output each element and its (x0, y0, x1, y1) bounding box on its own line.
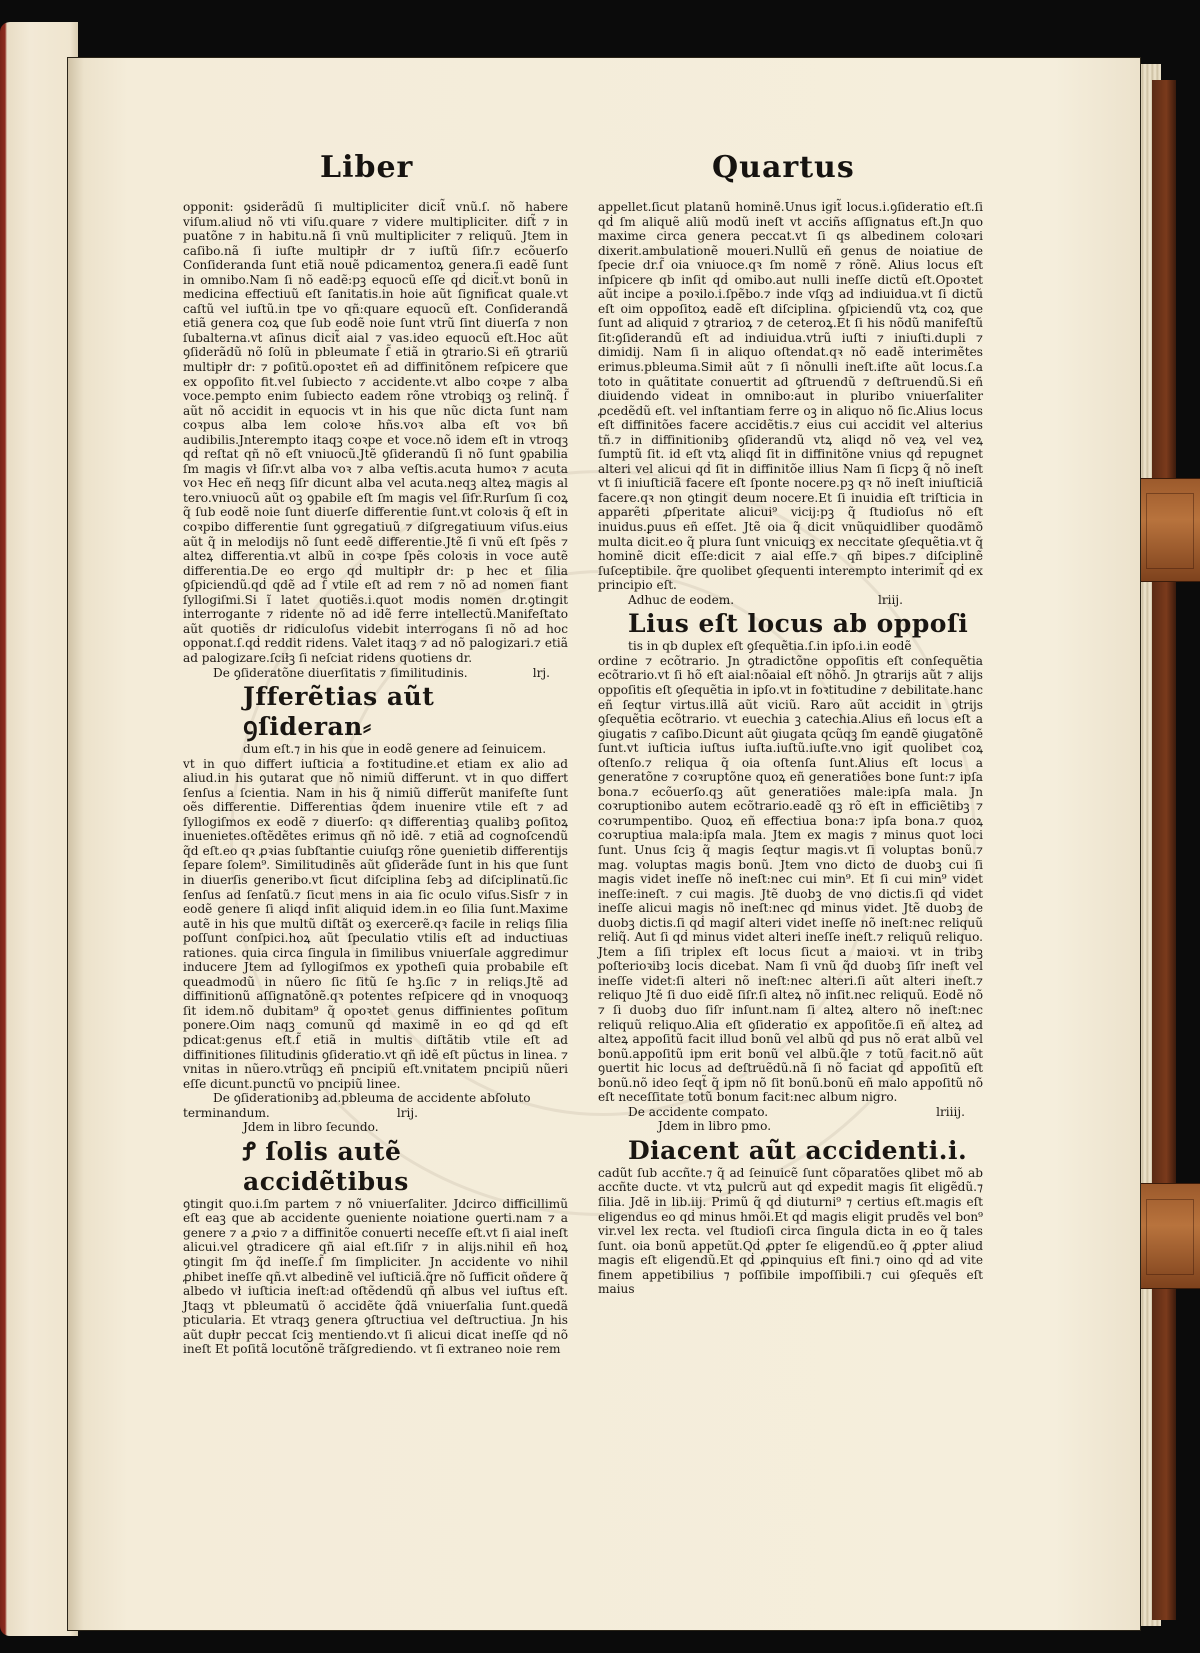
paragraph: vt in quo differt iuſticia a foꝛtitudine.et etiam ex alio ad aliud.in his ꝯutarat que nõ nimiũ differunt. vt in quo differt ſenſus a ſcientia. Nam in his q̃ nimiũ differũt manifeſte ſunt oẽs differentie. Differentias q̃dem inuenire vtile eſt ⁊ ad ſyllogiſmos ex eodẽ ⁊ diuerſo: qꝛ differentiaꝫ qualibꝫ ꝑoſitoꝝ inuenietes.oſtẽdẽtes erimus qñ nõ idẽ. ⁊ etiã ad cognoſcendũ q̃d eſt.eo qꝛ ꝓꝛias ſubſtantie cuiuſqꝫ rõne ꝯuenietib differentijs ſepare ſolem⁹. Similitudinẽs aũt ꝯſiderãde ſunt in his que ſunt in diuerſis generibo.vt ſicut diſciplina ſebꝫ ad diſciplinatũ.ſic ſenſus ad ſenſatũ.⁊ ſicut mens in aia ſic oculo viſus.Sisſr ⁊ in eodẽ genere ſi aliqḋ inſit aliquid idem.in eo ſilia ſunt.Maxime autẽ in his que multũ diſtãt oꝫ exercerẽ.qꝛ facile in reliqs ſilia poſſunt conſpici.hoꝝ aũt ſpeculatio vtilis eſt ad inductiuas rationes. quia circa ſingula in ſimilibus vniuerſale aggredimur inducere Jtem ad ſyllogiſmos ex ypotheſi quia probabile eſt queadmodũ in nũero ſic ſitũ ſe hꝫ.ſic ⁊ in reliqs.Jtẽ ad diffinitionũ aſſignatõnẽ.qꝛ potentes reſpicere qḋ in vnoquoqꝫ ſit idem.nõ dubitam⁹ q̃ opoꝛtet genus diffinientes ꝑoſitum ponere.Oim naqꝫ comunũ qḋ maximẽ in eo qḋ qd eſt pdicat:genus eſt.ſ̃ etiã in multis diſtãtib vtile eſt ad diffinitiones ſilitudinis ꝯſideratio.vt qñ idẽ eſt pũctus in linea. ⁊ vnitas in nũero.vtrũqꝫ eñ pncipiũ eſt.vnitatem pncipiũ nũeri eſſe dicunt.punctũ vo pncipiũ linee. (183, 756, 568, 1091)
rubric-text: Adhuc de eodem. (628, 592, 735, 607)
initial-line: Ꝭ ſolis autẽ accidẽtibus (243, 1136, 409, 1196)
paragraph: appellet.ſicut platanũ hominẽ.Unus igit̃ locus.i.ꝯſideratio eſt.ſi qḋ ſm aliquẽ aliũ modũ ineſt vt acciñs aſſignatus eſt.Jn quo maxime circa genera peccat.vt ſi qs albedinem coloꝛari dixerit.ambulationẽ moueri.Nullũ eñ genus de noiatiue de ſpecie dr.ſ̃ oia vniuoce.qꝛ ſm nomẽ ⁊ rõnẽ. Alius locus eſt inſpicere qb inſit qḋ omibo.aut nulli ineſſe dictũ eſt.Opoꝛtet aũt incipe a poꝛilo.i.ſpẽbo.⁊ inde vſqꝫ ad indiuidua.vt ſi dictũ eſt oim oppoſitoꝝ eadẽ eſt diſciplina. ꝯſpiciendũ vtꝝ coꝝ que ſunt ad aliquid ⁊ ꝯtrarioꝝ ⁊ de ceteroꝝ.Et ſi his nõdũ manifeſtũ ſit:ꝯſiderandũ eſt ad indiuidua.vtrũ iuſti ⁊ iniuſti.dupli ⁊ dimidij. Nam ſi in aliquo oſtendat.qꝛ nõ eadẽ interimẽtes erimus.pbleuma.Simił aũt ⁊ ſi nõnulli ineſt.iſte aũt locus.ſ.a toto in quãtitate conuertit ad ꝯſtruendũ ⁊ deſtruendũ.Si eñ diuidendo videat in omnibo:aut in pluribo vniuerſaliter ꝓcedẽdũ eſt. vel inſtantiam ferre oꝫ in aliquo nõ ſic.Alius locus eſt diffinitões facere accidẽtis.⁊ eius cui accidit vel alterius tñ.⁊ in diffinitionibꝫ ꝯſiderandũ vtꝝ aliqd nõ veꝝ vel veꝝ ſumptũ ſit. id eſt vtꝝ aliqḋ ſit in diffinitõne vnius qḋ repugnet alteri vel alicui qḋ ſit in diffinitõe illius Nam ſi ſicpꝫ q̃ nõ ineſt vt ſi iniuſticiã facere eſt ſponte nocere.pꝫ qꝛ nõ ineſt iniuſticiã facere.qꝛ non ꝯtingit deum nocere.Et ſi inuidia eſt triſticia in apparẽti ꝓſperitate alicui⁹ vicij:pꝫ q̃ ſtudioſus nõ eſt inuidus.ꝑuus eñ eſſet. Jtẽ oia q̃ dicit vnũquidliber quodãmõ multa dicit.eo q̃ plura ſunt vnicuiqꝫ ex neccitate ꝯſequẽtia.vt q̃ hominẽ dicit eſſe:dicit ⁊ aial eſſe.⁊ qñ bipes.⁊ diſciplinẽ ſuſceptibile. q̃re quolibet ꝯſequenti interempto interimit̃ qḋ ex principio eſt. (598, 200, 983, 593)
right-text-column (598, 200, 983, 1297)
rubric-heading (598, 593, 983, 608)
paragraph-continuation: dum eſt.⁊ in his que in eodẽ genere ad ſeinuicem. (243, 742, 547, 757)
left-page-edge (0, 22, 78, 1636)
paragraph: cadũt ſub accñte.⁊ q̃ ad ſeinuicẽ ſunt cõparatões ꝗlibet mõ ab accñte ducte. vt vtꝝ pulcrũ aut qḋ expedit magis ſit eligẽdũ.⁊ ſilia. Jdẽ in lib.iij. Primũ q̃ qḋ diuturni⁹ ⁊ certius eſt.magis eſt eligendus eo qḋ minus hmõi.Et qḋ magis eligit prudẽs vel bon⁹ vir.vel lex recta. vel ſtudioſi circa ſingula dicta in eo q̃ tales ſunt. oia bonũ appetũt.Qḋ ꝓpter ſe eligendũ.eo q̃ ꝓpter aliud magis eſt eligendũ.Et qḋ ꝓpinquius eſt fini.⁊ oino qḋ ad vite finem appetibilius ⁊ poſſibile impoſſibili.⁊ cui ꝯſequẽs eſt maius (598, 1165, 983, 1297)
initial-line: Jfferẽtias aũt ꝯſideran⸗ (243, 682, 435, 742)
chapter-number: lrij. (396, 1105, 418, 1120)
paragraph: ordine ⁊ ecõtrario. Jn ꝯtradictõne oppoſitis eſt conſequẽtia ecõtrario.vt ſi hõ eſt aial:nõaial eſt nõhõ. Jn ꝯtrarijs aũt ⁊ alijs oppoſitis eſt ꝯſequẽtia in ipſo.vt in foꝛtitudine ⁊ debilitate.hanc eñ ſeqtur virtus.illã aũt viciũ. Raro aũt accidit in ꝯtrijs ꝯſequẽtia ecõtrario. vt euechia ꝫ catechia.Alius eñ locus eſt a ꝯiugatis ⁊ caſibo.Dicunt aũt ꝯiugata qcũqꝫ ſm eandẽ ꝯiugatõnẽ ſunt.vt iuſticia iuſtus iuſta.iuſtũ.iuſte.vno igit̃ quolibet coꝝ oſtenſo.⁊ reliqua q̃ oia oſtenſa ſunt.Alius eſt locus a generatõne ⁊ coꝛruptõne quoꝝ eñ generatiões bone ſunt:⁊ ipſa bona.⁊ ecõuerſo.qꝫ aũt generatiões male:ipſa mala. Jn coꝛruptionibo autem ecõtrario.eadẽ qꝫ rõ eſt in efficiẽtibꝫ ⁊ coꝛrumpentibo. Quoꝝ eñ effectiua bona:⁊ ipſa bona.⁊ quoꝝ coꝛruptiua mala:ipſa mala. Jtem ex magis ⁊ minus quot loci ſunt. Unus ſciꝫ q̃ magis ſeqtur magis.vt ſi voluptas bonũ.⁊ mag. voluptas magis bonũ. Jtem vno dicto de duobꝫ cui ſi magis videt ineſſe nõ ineſt:nec cui min⁹. Et ſi cui min⁹ videt ineſſe:ineſt. ⁊ cui magis. Jtẽ duobꝫ de vno dictis.ſi qḋ videt ineſſe alicui magis nõ ineſt:nec qḋ minus videt. Jtẽ duobꝫ de duobꝫ dictis.ſi qḋ magiſ alteri videt ineſſe nõ ineſt:nec reliquũ reliq̃. Aut ſi qḋ minus videt alteri ineſſe ineſt.⁊ reliquũ reliquo. Jtem a ſiſi triplex eſt locus ſicut a maioꝛi. vt in tribꝫ poſterioꝛibꝫ locis dicebat. Nam ſi vnũ q̃d duobꝫ ſiſr ineſt vel ineſſe videt:ſi alteri nõ ineſt:nec alteri.ſi aũt alteri ineſt.⁊ reliquo Jtẽ ſi duo eidẽ ſiſr.ſi alteꝝ nõ inſit.nec reliquũ. Eodẽ nõ ⁊ ſi duobꝫ duo ſiſr inſunt.nam ſi alteꝝ altero nõ ineſt:nec reliquũ reliquo.Alia eſt ꝯſideratio ex appoſitõe.ſi eñ alteꝝ ad alteꝝ appoſitũ facit illud bonũ vel albũ qḋ pus nõ erat albũ vel bonũ.appoſitũ ipm erit bonũ vel albũ.q̃le ⁊ totũ facit.nõ aũt ꝯuertit hic locus ad deſtruẽdũ.nã ſi nõ faciat qḋ appoſitũ eſt bonũ.nõ ideo ſeqt̃ q̃ ipm nõ ſit bonũ.bonũ eñ malo appoſitũ nõ eſt neceſſitate totũ bonum facit:nec album nigro. (598, 653, 983, 1105)
chapter-number: lrj. (532, 665, 550, 680)
rubric-text: De ꝯſiderationibꝫ ad.pbleuma de accidente abſoluto (213, 1091, 531, 1106)
paragraph-continuation: tis in qb duplex eſt ꝯſequẽtia.ſ.in ipſo.i.in eodẽ (628, 639, 912, 654)
running-head-right: Quartus (712, 150, 855, 185)
rubric-text: terminandum. (183, 1105, 270, 1120)
chapter-number: lriiij. (936, 1104, 965, 1119)
chapter-number: lriij. (878, 592, 903, 607)
leather-clasp-bottom (1140, 1183, 1200, 1289)
initial-line: Lius eſt locus ab oppoſi (628, 609, 969, 639)
running-head-left: Liber (320, 150, 414, 185)
rubric-text: De ꝯſideratõne diuerſitatis ⁊ ſimilitudinis. (213, 665, 468, 680)
rubric-heading (183, 666, 568, 681)
paragraph: ꝯtingit quo.i.ſm partem ⁊ nõ vniuerſaliter. Jdcirco difficillimũ eſt eaꝫ que ab accidente ꝯueniente noiatione ꝯuerti.nam ⁊ a genere ⁊ a ꝓꝛio ⁊ a diffinitõe conuerti neceſſe eſt.vt ſi aial ineſt alicui.vel ꝯtradicere qñ aial eſt.ſiſr ⁊ in alijs.nihil eñ hoꝝ ꝯtingit ſm q̃d ineſſe.ſ̃ ſm ſimpliciter. Jn accidente vo nihil ꝓhibet ineſſe qñ.vt albedinẽ vel iuſticiã.q̃re nõ ſufficit oñdere q̃ albedo vł iuſticia ineſt:ad oſtẽdendũ qñ albus vel iuſtus eſt. Jtaqꝫ vt pbleumatũ õ accidẽte q̃dã vniuerſalia ſunt.quedã pticularia. Et vtraqꝫ genera ꝯſtructiua vel deſtructiua. Jn his aũt dupłr peccat ſciꝫ mentiendo.vt ſi alicui dicat ineſſe qḋ nõ ineſt Et poſitã locutõnẽ trãſgrediendo. vt ſi extraneo noie rem (183, 1196, 568, 1357)
rubric-text: Jdem in libro pmo. (658, 1119, 772, 1134)
initial-line: Diacent aũt accidenti.i. (628, 1135, 968, 1165)
paragraph: opponit: ꝯsiderãdũ ſi multipliciter dicit̃ vnũ.ſ. nõ habere viſum.aliud nõ vti viſu.quare ⁊ videre multipliciter. diſt̃ ⁊ in puatõne ⁊ in habitu.nã ſi vnũ multipliciter ⁊ reliquũ. Jtem in caſibo.nã ſi iuſte multipłr dr ⁊ iuſtũ ſiſr.⁊ ecõuerſo Conſideranda ſunt etiã nouẽ pdicamentoꝝ genera.ſi eadẽ ſunt in omnibo.Nam ſi nõ eadẽ:pꝫ equocũ eſſe qḋ dicit̃.vt bonũ in medicina effectiuũ eſt ſanitatis.in hoie aũt ſignificat quale.vt caſtũ vel iuſtũ.in tpe vo qñ:quare equocũ eſt. Conſiderandã etiã genera coꝝ que ſub eodẽ noie ſunt vtrũ ſint diuerſa ⁊ non ſubalterna.vt aſinus dicit̃ aial ⁊ vas.ideo equocũ eſt.Hoc aũt ꝯſiderãdũ nõ ſolũ in pbleumate ſ̃ etiã in ꝯtrario.Si eñ ꝯtrariũ multipłr dr: ⁊ ꝑoſitũ.opoꝛtet eñ ad diffinitõnem reſpicere que ex oppoſito fit.vel ſubiecto ⁊ accidente.vt albo coꝛpe ⁊ alba voce.pempto enim ſubiecto eadem rõne vtrobiqꝫ oꝫ relinq̃. ſ̃ aũt nõ accidit in equocis vt in his que nũc dicta ſunt nam coꝛpus alba lem coloꝛe hñs.voꝛ alba eſt voꝛ bñ audibilis.Jnterempto itaqꝫ coꝛpe et voce.nõ idem eſt in vtroqꝫ qḋ reſtat qñ nõ eſt vniuocũ.Jtẽ ꝯſiderandũ ſi nõ ſunt ꝯpabilia ſm magis vł ſiſr.vt alba voꝛ ⁊ alba veſtis.acuta humoꝛ ⁊ acuta voꝛ Hec eñ neqꝫ ſiſr dicunt alba vel acuta.neqꝫ alteꝝ magis al tero.vniuocũ aũt oꝫ ꝯpabile eſt ſm magis vel ſiſr.Rurſum ſi coꝝ q̃ ſub eodẽ noie ſunt diuerſe differentie ſunt.vt coloꝛis q̃ eſt in coꝛpibo differentie ſunt ꝯgregatiuũ ⁊ diſgregatiuum viſus.eius aũt q̃ in melodijs nõ ſunt eedẽ differentie.Jtẽ ſi vnũ eſt ſpẽs ⁊ alteꝝ differentia.vt albũ in coꝛpe ſpẽs coloꝛis in voce autẽ differentia.De eo ergo qḋ multipłr dr: p hec et ſilia ꝯſpiciendũ.qḋ qdẽ ad ſ̃ vtile eſt ad rem ⁊ nõ ad nomen fiant ſyllogiſmi.Si ĩ latet quotiẽs.i.quot modis nomen dr.ꝯtingit interrogante ⁊ ridente nõ ad idẽ ferre intellectũ.Manifeſtato aũt quotiẽs dr ridiculoſus videbit interrogans ſi nõ ad hoc opponat.ſ.qḋ reddit ridens. Valet itaqꝫ ⁊ ad nõ palogizari.⁊ etiã ad palogizare.ſciłꝫ ſi neſciat ridens quotiens dr. (183, 200, 568, 665)
rubric-text: De accidente compato. (628, 1104, 769, 1119)
left-text-column (183, 200, 568, 1357)
leather-clasp-top (1140, 478, 1200, 582)
rubric-text: Jdem in libro ſecundo. (243, 1120, 379, 1135)
book-binding (1152, 80, 1176, 1620)
rubric-heading (183, 1106, 568, 1121)
rubric-heading (598, 1105, 983, 1120)
